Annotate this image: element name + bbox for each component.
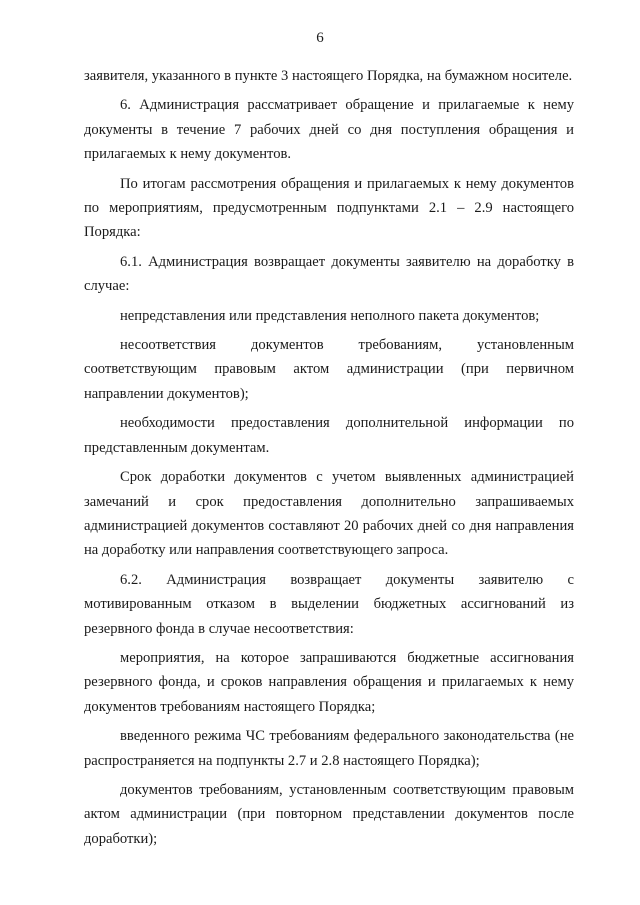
list-item: несоответствия документов требованиям, установленным соответствующим правовым актом администрации (при первичном направлении документов); [84,337,574,402]
paragraph-deadline: Срок доработки документов с учетом выявленных администрацией замечаний и срок предоставления дополнительно запрашиваемых администрацией документов составляют 20 рабочих дней со дня направления на доработку или направления соответствующего запроса. [84,469,574,559]
list-item: документов требованиям, установленным соответствующим правовым актом администрации (при повторном представлении документов после доработки); [84,781,574,847]
paragraph-results: По итогам рассмотрения обращения и прилагаемых к нему документов по мероприятиям, предусмотренным подпунктами 2.1 – 2.9 настоящего Порядка: [84,175,574,241]
list-item: мероприятия, на которое запрашиваются бюджетные ассигнования резервного фонда, и сроков направления обращения и прилагаемых к нему документов требованиям настоящего Порядка; [84,649,574,715]
paragraph-6: 6. Администрация рассматривает обращение и прилагаемые к нему документы в течение 7 рабочих дней со дня поступления обращения и прилагаемых к нему документов. [84,97,574,163]
paragraph-6-2: 6.2. Администрация возвращает документы заявителю с мотивированным отказом в выделении бюджетных ассигнований из резервного фонда в случае несоответствия: [84,571,574,637]
list-item: необходимости предоставления дополнительной информации по представленным документам. [84,415,574,456]
list-item: непредставления или представления неполного пакета документов; [120,307,540,324]
page-number: 6 [316,30,324,46]
document-body [84,64,574,851]
list-item: введенного режима ЧС требованиям федерального законодательства (не распространяется на подпункты 2.7 и 2.8 настоящего Порядка); [84,728,574,769]
paragraph-6-1: 6.1. Администрация возвращает документы заявителю на доработку в случае: [84,253,574,295]
paragraph-continuation: заявителя, указанного в пункте 3 настоящего Порядка, на бумажном носителе. [84,68,573,84]
